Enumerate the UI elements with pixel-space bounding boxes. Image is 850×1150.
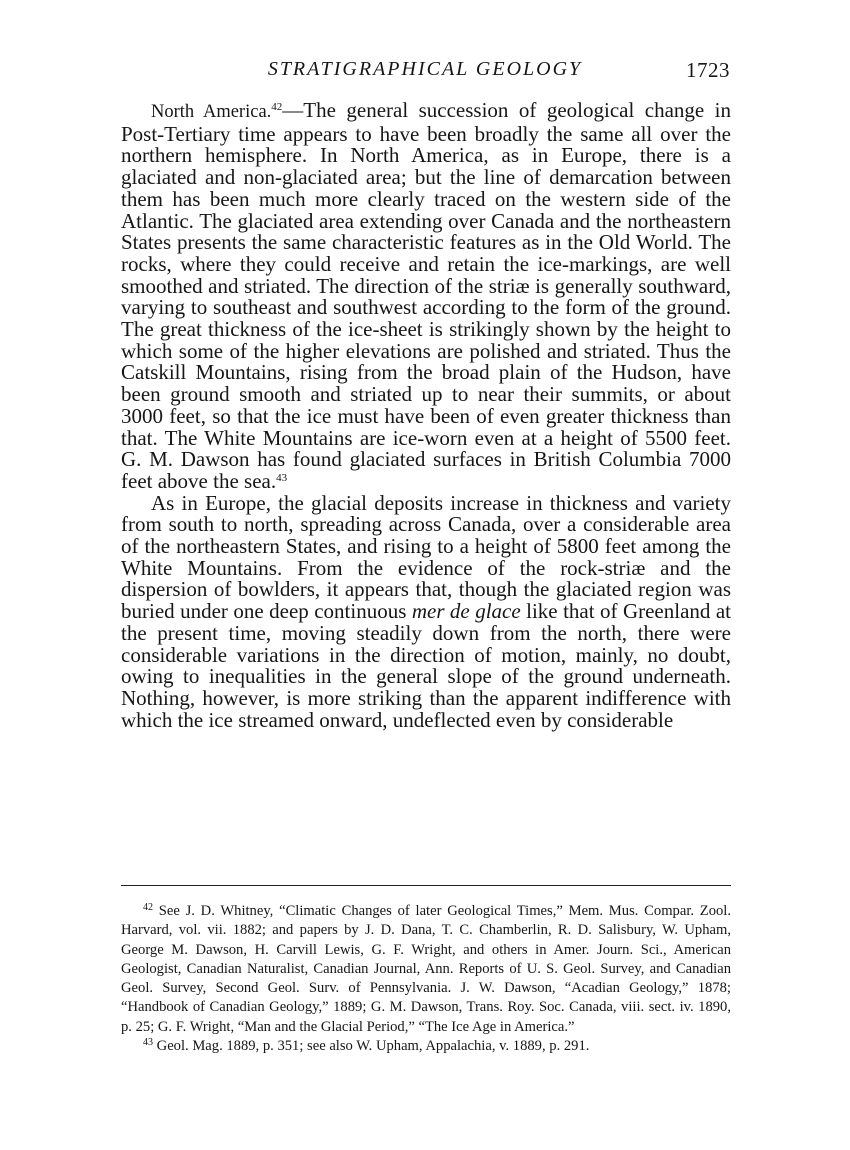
paragraph-glacial-deposits — [121, 490, 731, 732]
body-text — [121, 100, 731, 731]
footnote-reference: 42 — [271, 101, 283, 113]
section-run-in-heading: North America. — [151, 102, 272, 122]
footnotes — [121, 902, 731, 1056]
footnote-text: Geol. Mag. 1889, p. 351; see also W. Upham, Appalachia, v. 1889, p. 291. — [153, 1038, 590, 1055]
footnote-reference: 43 — [276, 471, 288, 484]
running-head — [120, 58, 730, 90]
paragraph-north-america — [121, 100, 731, 493]
paragraph-text: —The general succession of geological change in Post-Tertiary time appears to have been broadly the same all over the northern hemisphere. In North America, as in Europe, there is a glaciated and non-glaciated area; but the line of demarcation between them has been much more clearly traced on the western side of the Atlantic. The glaciated area extending over Canada and the northeastern States presents the same characteristic features as in the Old World. The rocks, where they could receive and retain the ice-markings, are well smoothed and striated. The direction of the striæ is generally southward, varying to southeast and southwest according to the form of the ground. The great thickness of the ice-sheet is strikingly shown by the height to which some of the higher elevations are polished and striated. Thus the Catskill Mountains, rising from the broad plain of the Hudson, have been ground smooth and striated up to near their summits, or about 3000 feet, so that the ice must have been of even greater thickness than that. The White Mountains are ice-worn even at a height of 5500 feet. G. M. Dawson has found glaciated surfaces in British Columbia 7000 feet above the sea. — [121, 98, 731, 493]
footnote-mark: 43 — [143, 1037, 153, 1049]
paragraph-text: like that of Greenland at the present time, moving steadily down from the north, there were considerable variations in the direction of motion, mainly, no doubt, owing to inequalities in the general slope of the ground underneath. Nothing, however, is more striking than the apparent indifference with which the ice streamed onward, undeflected even by considerable — [121, 599, 731, 732]
italic-term: mer de glace — [411, 599, 521, 624]
footnote-divider — [121, 885, 731, 886]
footnote-text: See J. D. Whitney, “Climatic Changes of later Geological Times,” Mem. Mus. Compar. Zool. Harvard, vol. vii. 1882; and papers by J. D. Dana, T. C. Chamberlin, R. D. Salisbury, W. Upham, George M. Dawson, H. Carvill Lewis, G. F. Wright, and others in Amer. Journ. Sci., American Geologist, Canadian Naturalist, Canadian Journal, Ann. Reports of U. S. Geol. Survey, and Canadian Geol. Survey, Second Geol. Surv. of Pennsylvania. J. W. Dawson, “Acadian Geology,” 1878; “Handbook of Canadian Geology,” 1889; G. M. Dawson, Trans. Roy. Soc. Canada, viii. sect. iv. 1890, p. 25; G. F. Wright, “Man and the Glacial Period,” “The Ice Age in America.” — [121, 903, 731, 1035]
footnote — [121, 1037, 731, 1056]
page-number: 1723 — [686, 58, 730, 82]
paragraph-text: As in Europe, the glacial deposits increase in thickness and variety from south to north, spreading across Canada, over a considerable area of the northeastern States, and rising to a height of 5800 feet among the White Mountains. From the evidence of the rock-striæ and the dispersion of bowlders, it appears that, though the glaciated region was buried under one deep continuous — [121, 490, 731, 624]
footnote — [121, 902, 731, 1037]
running-title: STRATIGRAPHICAL GEOLOGY — [267, 58, 583, 80]
footnote-mark: 42 — [143, 902, 153, 913]
